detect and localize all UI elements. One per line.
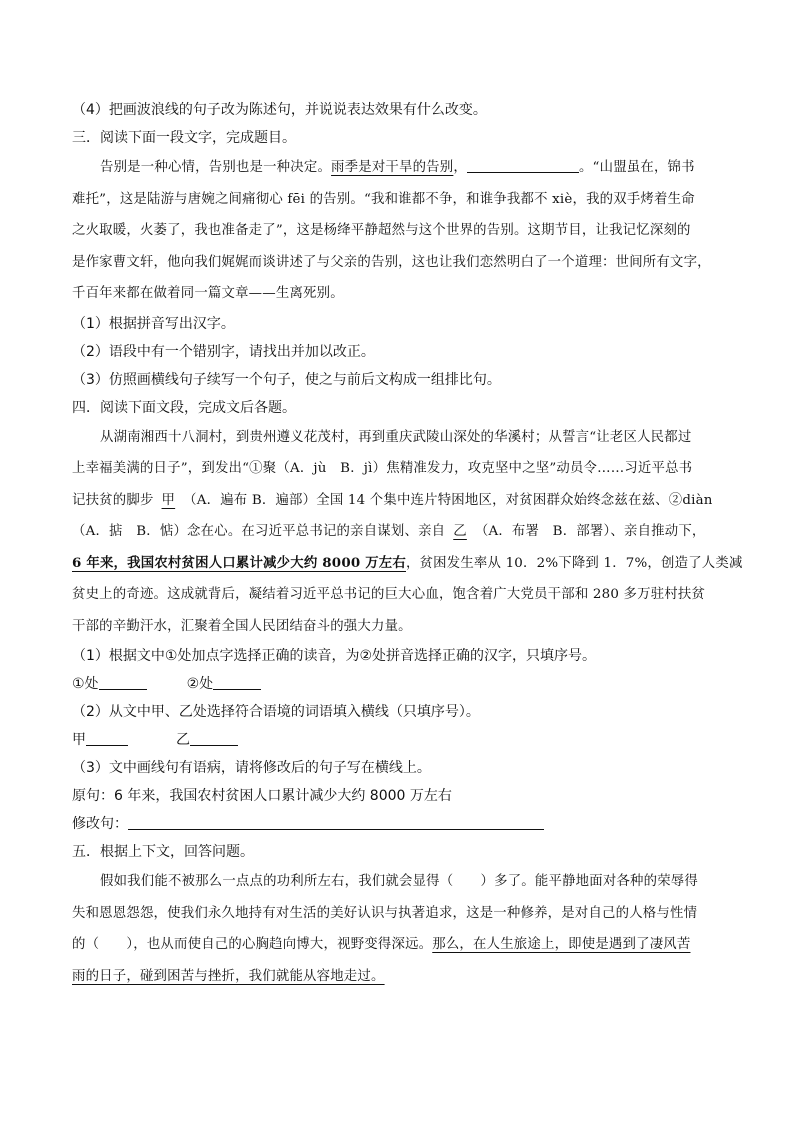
blank-yi: 乙	[453, 524, 467, 539]
answer-row: ①处 ②处	[72, 670, 724, 698]
passage-line: 失和恩恩怨怨，使我们永久地持有对生活的美好认识与执著追求，这是一种修养，是对自己的人格与性情	[72, 905, 698, 921]
underlined-sentence: 那么，在人生旅途上，即使是遇到了凄风苦	[432, 937, 691, 952]
underlined-sentence: 雨的日子，碰到困苦与挫折，我们就能从容地走过。	[72, 968, 385, 984]
answer-blank[interactable]	[467, 154, 579, 173]
passage-line: 的（ ），也从而使自己的心胸趋向博大，视野变得深远。那么，在人生旅途上，即使是遇到了凄风苦	[72, 937, 691, 952]
passage-line: 干部的辛勤汗水，汇聚着全国人民团结奋斗的强大力量。	[72, 618, 412, 634]
sub-question: （1）根据拼音写出汉字。	[72, 315, 235, 332]
passage-line: 告别是一种心情，告别也是一种决定。雨季是对干旱的告别， 。“山盟虽在，锦书	[72, 152, 724, 184]
sub-question: （3）文中画线句有语病，请将修改后的句子写在横线上。	[72, 760, 431, 776]
passage-line: 贫史上的奇迹。这成就背后，凝结着习近平总书记的巨大心血，饱含着广大党员干部和 280 多万驻村扶贫	[72, 587, 706, 602]
section-3-passage	[72, 152, 724, 310]
section-4-passage	[72, 422, 743, 643]
section-3-heading: 三．阅读下面一段文字，完成题目。	[72, 130, 296, 146]
underlined-sentence: 6 年来，我国农村贫困人口累计减少大约 8000 万左右	[72, 554, 406, 571]
passage-line: 假如我们能不被那么一点点的功利所左右，我们就会显得（ ）多了。能平静地面对各种的荣辱得	[100, 874, 698, 889]
passage-line: 6 年来，我国农村贫困人口累计减少大约 8000 万左右，贫困发生率从 10．2%下降到 1．7%，创造了人类减	[72, 554, 743, 571]
underlined-sentence: 雨季是对干旱的告别	[331, 160, 454, 175]
section-5-heading: 五．根据上下文，回答问题。	[72, 844, 254, 860]
answer-blank[interactable]	[86, 727, 128, 746]
answer-row: 甲 乙	[72, 726, 724, 754]
document-page	[72, 96, 743, 992]
revised-sentence-row: 修改句：	[72, 810, 724, 838]
section-5-passage	[72, 866, 724, 992]
answer-blank[interactable]	[190, 727, 238, 746]
passage-line: 记扶贫的脚步 甲 （A．遍布 B．遍部）全国 14 个集中连片特困地区，对贫困群众始终念兹在兹、②diàn	[72, 492, 713, 508]
section-4-heading: 四．阅读下面文段，完成文后各题。	[72, 399, 296, 416]
sub-question: （2）语段中有一个错别字，请找出并加以改正。	[72, 343, 375, 360]
sub-question: （1）根据文中①处加点字选择正确的读音，为②处拼音选择正确的汉字，只填序号。	[72, 648, 597, 664]
passage-line: 之火取暖，火萎了，我也准备走了”，这是杨绛平静超然与这个世界的告别。这期节目，让我记忆深刻的	[72, 223, 691, 238]
question-4-4: （4）把画波浪线的句子改为陈述句，并说说表达效果有什么改变。	[72, 102, 487, 118]
passage-line: （A．掂 B．惦）念在心。在习近平总书记的亲自谋划、亲自 乙 （A．布署 B．部署）、亲自推动下，	[72, 524, 706, 539]
passage-line	[72, 961, 724, 993]
blank-jia: 甲	[161, 492, 176, 508]
passage-line: 难托”，这是陆游与唐婉之间痛彻心 fēi 的告别。“我和谁都不争，和谁争我都不 xiè，我的双手烤着生命	[72, 191, 695, 207]
original-sentence: 原句：6 年来，我国农村贫困人口累计减少大约 8000 万左右	[72, 788, 452, 804]
answer-blank[interactable]	[213, 671, 261, 690]
passage-line: 是作家曹文轩，他向我们娓娓而谈讲述了与父亲的告别，这也让我们恋然明白了一个道理：世间所有文字，	[72, 254, 711, 270]
passage-line: 从湖南湘西十八洞村，到贵州遵义花茂村，再到重庆武陵山深处的华溪村；从誓言“让老区人民都过	[100, 429, 692, 445]
sub-question: （2）从文中甲、乙处选择符合语境的词语填入横线（只填序号）。	[72, 704, 480, 720]
sub-question: （3）仿照画横线句子续写一个句子，使之与前后文构成一组排比句。	[72, 371, 501, 388]
passage-line: 千百年来都在做着同一篇文章——生离死别。	[72, 286, 344, 301]
answer-blank[interactable]	[128, 811, 544, 830]
answer-blank[interactable]	[99, 671, 147, 690]
passage-line: 上幸福美满的日子”，到发出“①聚（A．jù B．jì）焦精准发力，攻克坚中之坚”动员令……习近平总书	[72, 461, 693, 476]
